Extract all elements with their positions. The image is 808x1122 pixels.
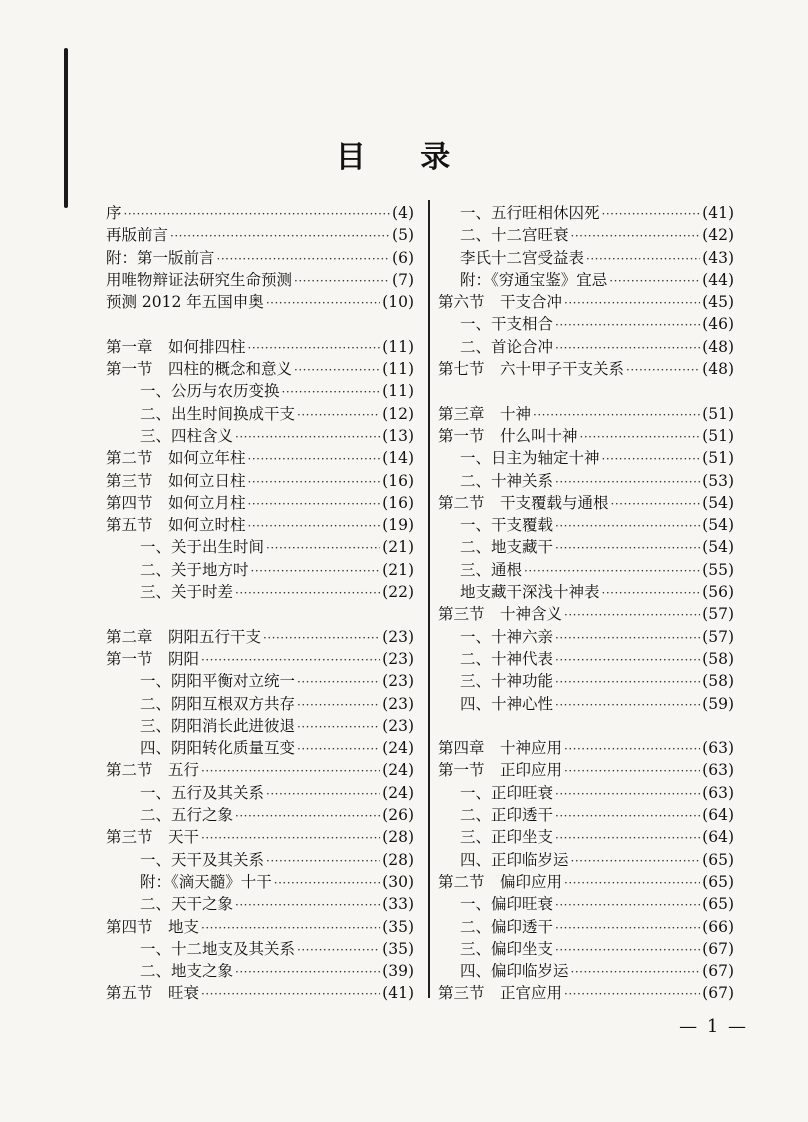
toc-leader-dots [248,337,381,359]
toc-leader-dots [564,292,700,314]
toc-column-left [106,202,414,1005]
toc-entry-page: (26) [382,806,414,825]
toc-entry[interactable] [106,336,414,358]
toc-entry-page: (19) [382,516,414,535]
toc-entry-page: (23) [382,716,414,735]
toc-entry-page: (11) [382,360,414,379]
toc-entry-title: 第三章 十神 [438,404,532,423]
toc-leader-dots [266,292,380,314]
toc-entry-title: 第一章 如何排四柱 [106,337,246,356]
toc-leader-dots [555,805,700,827]
toc-entry-title: 第六节 干支合冲 [438,293,563,312]
toc-entry-title: 第一节 四柱的概念和意义 [106,360,293,379]
toc-entry-page: (45) [702,293,734,312]
toc-leader-dots [297,738,380,760]
toc-entry[interactable] [106,715,414,737]
toc-entry-title: 三、四柱含义 [140,426,234,445]
toc-entry[interactable] [106,291,414,313]
toc-entry-page: (16) [382,471,414,490]
toc-entry-page: (51) [702,449,734,468]
toc-entry-page: (11) [382,382,414,401]
toc-entry-page: (65) [702,895,734,914]
toc-entry-page: (43) [702,248,734,267]
toc-entry-title: 第二章 阴阳五行干支 [106,627,262,646]
toc-entry[interactable] [438,291,734,313]
toc-leader-dots [235,582,380,604]
toc-leader-dots [555,337,700,359]
toc-entry-title: 第三节 正官应用 [438,984,563,1003]
toc-entry-page: (33) [382,895,414,914]
toc-entry-page: (23) [382,649,414,668]
toc-entry-page: (57) [702,605,734,624]
toc-entry-title: 一、日主为轴定十神 [460,449,600,468]
toc-entry-title: 第二节 五行 [106,761,200,780]
toc-entry-title: 第五节 如何立时柱 [106,516,246,535]
toc-entry-title: 四、阴阳转化质量互变 [140,739,296,758]
toc-entry-title: 地支藏干深浅十神表 [460,583,600,602]
toc-entry-title: 三、阴阳消长此进彼退 [140,716,296,735]
toc-entry-title: 二、关于地方吋 [140,560,249,579]
toc-entry-title: 附：《穷通宝鉴》宜忌 [460,270,608,289]
toc-entry-page: (59) [702,694,734,713]
toc-entry-page: (58) [702,649,734,668]
toc-entry-page: (54) [702,516,734,535]
toc-leader-dots [248,448,381,470]
toc-leader-dots [555,671,700,693]
toc-entry[interactable] [106,358,414,380]
toc-entry-page: (58) [702,672,734,691]
toc-entry-title: 附：《滴天髓》十干 [140,872,272,891]
toc-entry-page: (46) [702,315,734,334]
toc-entry-page: (14) [382,449,414,468]
toc-entry-page: (48) [702,337,734,356]
toc-entry-page: (11) [382,337,414,356]
toc-entry-page: (21) [382,560,414,579]
toc-entry-page: (23) [382,694,414,713]
toc-entry-title: 三、偏印坐支 [460,939,554,958]
toc-entry-page: (24) [382,739,414,758]
toc-entry-title: 二、地支藏干 [460,538,554,557]
toc-leader-dots [297,671,380,693]
toc-entry[interactable] [438,358,734,380]
toc-leader-dots [297,694,380,716]
toc-entry-page: (67) [702,984,734,1003]
toc-entry[interactable] [438,826,734,848]
toc-entry-page: (57) [702,627,734,646]
toc-leader-dots [294,359,380,381]
toc-entry-page: (56) [702,583,734,602]
toc-leader-dots [564,738,700,760]
toc-leader-dots [555,939,700,961]
toc-leader-dots [201,827,380,849]
toc-entry-page: (7) [392,270,414,289]
toc-entry-title: 二、出生时间换成干支 [140,404,296,423]
toc-entry-title: 第五节 旺衰 [106,984,200,1003]
toc-leader-dots [248,471,381,493]
toc-entry[interactable] [106,224,414,246]
toc-entry-page: (13) [382,426,414,445]
toc-entry-page: (55) [702,560,734,579]
toc-entry-title: 二、五行之象 [140,806,234,825]
toc-leader-dots [555,627,700,649]
toc-entry-title: 第一节 正印应用 [438,761,563,780]
toc-leader-dots [266,783,380,805]
toc-entry-page: (63) [702,761,734,780]
toc-leader-dots [235,894,380,916]
toc-entry-page: (16) [382,493,414,512]
toc-entry-title: 四、偏印临岁运 [460,962,569,981]
toc-entry-title: 四、正印临岁运 [460,850,569,869]
toc-entry[interactable] [106,247,414,269]
toc-entry-title: 再版前言 [106,226,169,245]
toc-leader-dots [235,426,380,448]
toc-leader-dots [266,850,380,872]
toc-entry-title: 一、干支覆载 [460,516,554,535]
toc-entry-page: (23) [382,627,414,646]
toc-entry-page: (41) [382,984,414,1003]
toc-entry[interactable] [438,938,734,960]
toc-entry[interactable] [438,648,734,670]
toc-entry-page: (21) [382,538,414,557]
toc-entry[interactable] [106,202,414,224]
toc-entry-page: (64) [702,806,734,825]
toc-entry-title: 四、十神心性 [460,694,554,713]
toc-entry-title: 用唯物辩证法研究生命预测 [106,270,293,289]
toc-entry-title: 一、偏印旺衰 [460,895,554,914]
toc-entry-title: 二、正印透干 [460,806,554,825]
toc-entry-title: 一、十二地支及其关系 [140,939,296,958]
toc-leader-dots [555,314,700,336]
toc-entry-page: (51) [702,404,734,423]
toc-leader-dots [555,537,700,559]
toc-leader-dots [235,805,380,827]
toc-leader-dots [586,248,700,270]
toc-entry[interactable] [106,559,414,581]
toc-entry-page: (42) [702,226,734,245]
toc-leader-dots [263,627,380,649]
toc-leader-dots [555,694,700,716]
toc-entry-title: 一、阴阳平衡对立统一 [140,672,296,691]
toc-entry-title: 一、公历与农历变换 [140,382,280,401]
toc-entry-page: (28) [382,850,414,869]
toc-leader-dots [602,582,701,604]
toc-leader-dots [170,225,390,247]
toc-entry[interactable] [438,782,734,804]
toc-entry[interactable] [106,425,414,447]
toc-entry[interactable] [106,804,414,826]
toc-entry-title: 二、地支之象 [140,962,234,981]
toc-entry-page: (35) [382,917,414,936]
toc-entry-title: 第七节 六十甲子干支关系 [438,360,625,379]
toc-entry-page: (6) [392,248,414,267]
toc-leader-dots [564,983,700,1005]
toc-entry-title: 三、正印坐支 [460,828,554,847]
toc-leader-dots [248,493,381,515]
toc-entry-page: (35) [382,939,414,958]
section-gap [438,715,734,737]
toc-entry-title: 三、十神功能 [460,672,554,691]
toc-entry-title: 一、十神六亲 [460,627,554,646]
toc-entry-page: (12) [382,404,414,423]
toc-entry-title: 第二节 偏印应用 [438,872,563,891]
toc-entry-title: 二、十神代表 [460,649,554,668]
section-gap [106,603,414,625]
toc-leader-dots [201,649,380,671]
toc-entry[interactable] [438,336,734,358]
section-gap [106,313,414,335]
toc-entry[interactable] [438,603,734,625]
toc-entry[interactable] [438,737,734,759]
toc-entry[interactable] [106,960,414,982]
toc-leader-dots [266,537,380,559]
toc-leader-dots [626,359,700,381]
toc-entry[interactable] [438,581,734,603]
toc-leader-dots [555,515,700,537]
toc-entry[interactable] [106,626,414,648]
toc-leader-dots [555,894,700,916]
toc-leader-dots [564,872,700,894]
toc-entry-title: 一、正印旺衰 [460,783,554,802]
toc-leader-dots [533,404,700,426]
toc-entry-page: (44) [702,270,734,289]
toc-entry-title: 第三节 如何立日柱 [106,471,246,490]
toc-entry[interactable] [438,492,734,514]
toc-leader-dots [297,716,380,738]
toc-entry-title: 一、干支相合 [460,315,554,334]
toc-entry-page: (65) [702,872,734,891]
toc-entry[interactable] [438,247,734,269]
toc-leader-dots [602,203,701,225]
toc-leader-dots [251,560,381,582]
toc-leader-dots [571,850,701,872]
toc-leader-dots [611,493,701,515]
toc-entry[interactable] [106,871,414,893]
toc-entry[interactable] [438,559,734,581]
toc-leader-dots [524,560,700,582]
toc-entry-page: (66) [702,917,734,936]
toc-entry-title: 第一节 什么叫十神 [438,426,578,445]
toc-entry[interactable] [438,804,734,826]
toc-entry[interactable] [106,826,414,848]
toc-entry[interactable] [106,737,414,759]
section-gap [438,380,734,402]
toc-entry-page: (64) [702,828,734,847]
page-number: — 1 — [679,1016,748,1037]
toc-entry-title: 二、首论合冲 [460,337,554,356]
toc-leader-dots [555,917,700,939]
toc-entry-title: 二、天干之象 [140,895,234,914]
toc-entry-page: (67) [702,939,734,958]
toc-entry[interactable] [438,470,734,492]
toc-entry[interactable] [438,893,734,915]
toc-leader-dots [201,760,380,782]
toc-entry[interactable] [438,514,734,536]
toc-entry[interactable] [106,670,414,692]
toc-entry[interactable] [438,536,734,558]
toc-entry[interactable] [106,269,414,291]
toc-entry-title: 二、十神关系 [460,471,554,490]
toc-entry-title: 第二节 如何立年柱 [106,449,246,468]
toc-entry[interactable] [438,871,734,893]
toc-entry[interactable] [438,759,734,781]
toc-entry[interactable] [438,447,734,469]
toc-entry[interactable] [106,492,414,514]
toc-leader-dots [124,203,391,225]
toc-leader-dots [602,448,701,470]
toc-entry[interactable] [106,938,414,960]
toc-entry[interactable] [106,759,414,781]
toc-entry-title: 第四节 如何立月柱 [106,493,246,512]
toc-entry-page: (48) [702,360,734,379]
toc-entry[interactable] [106,849,414,871]
toc-leader-dots [555,649,700,671]
toc-leader-dots [564,604,700,626]
toc-entry[interactable] [438,403,734,425]
toc-entry-page: (51) [702,426,734,445]
toc-leader-dots [297,939,380,961]
toc-leader-dots [580,426,701,448]
toc-leader-dots [274,872,380,894]
toc-entry[interactable] [106,470,414,492]
toc-entry-page: (39) [382,962,414,981]
toc-entry-page: (65) [702,850,734,869]
toc-entry-page: (10) [382,293,414,312]
toc-leader-dots [555,827,700,849]
page-title: 目 录 [335,140,473,175]
toc-entry[interactable] [106,380,414,402]
toc-entry-page: (5) [392,226,414,245]
toc-leader-dots [297,404,380,426]
toc-entry[interactable] [438,960,734,982]
toc-leader-dots [248,515,381,537]
toc-leader-dots [555,471,700,493]
toc-leader-dots [571,225,701,247]
toc-entry-title: 第一节 阴阳 [106,649,200,668]
toc-leader-dots [201,983,380,1005]
toc-entry[interactable] [106,536,414,558]
toc-entry-title: 第二节 干支覆载与通根 [438,493,609,512]
toc-entry[interactable] [438,693,734,715]
toc-entry[interactable] [106,581,414,603]
toc-entry[interactable] [106,893,414,915]
toc-entry-page: (63) [702,739,734,758]
toc-entry-title: 一、五行旺相休囚死 [460,204,600,222]
toc-entry[interactable] [438,202,734,224]
toc-entry-title: 一、五行及其关系 [140,783,265,802]
toc-entry-page: (23) [382,672,414,691]
toc-entry-page: (24) [382,761,414,780]
toc-leader-dots [609,270,700,292]
toc-entry-page: (28) [382,828,414,847]
toc-entry-page: (63) [702,783,734,802]
toc-entry[interactable] [106,514,414,536]
toc-leader-dots [201,917,380,939]
toc-entry-title: 第三节 天干 [106,828,200,847]
toc-entry[interactable] [106,648,414,670]
toc-entry-title: 二、十二宫旺衰 [460,226,569,245]
toc-entry-page: (54) [702,538,734,557]
toc-entry[interactable] [438,916,734,938]
toc-entry-title: 三、通根 [460,560,523,579]
toc-leader-dots [294,270,390,292]
toc-entry-page: (22) [382,583,414,602]
toc-entry[interactable] [106,982,414,1004]
toc-entry-page: (30) [382,872,414,891]
toc-entry[interactable] [438,849,734,871]
toc-column-right [438,202,734,1005]
toc-entry[interactable] [438,670,734,692]
toc-entry-title: 第四章 十神应用 [438,739,563,758]
toc-entry-title: 一、天干及其关系 [140,850,265,869]
toc-entry[interactable] [438,269,734,291]
toc-entry-page: (4) [392,204,414,222]
toc-entry-title: 序 [106,204,122,222]
toc-entry-title: 第三节 十神含义 [438,605,563,624]
toc-leader-dots [564,760,700,782]
toc-entry-title: 二、阴阳互根双方共存 [140,694,296,713]
toc-entry[interactable] [438,982,734,1004]
toc-leader-dots [555,783,700,805]
toc-entry[interactable] [106,916,414,938]
toc-leader-dots [571,961,701,983]
binding-edge-mark [64,48,68,208]
toc-entry-title: 李氏十二宫受益表 [460,248,585,267]
toc-entry-page: (54) [702,493,734,512]
toc-entry-title: 第四节 地支 [106,917,200,936]
toc-entry-title: 一、关于出生时间 [140,538,265,557]
toc-entry[interactable] [106,403,414,425]
toc-entry-title: 预测 2012 年五国申奥 [106,293,264,312]
toc-entry[interactable] [438,313,734,335]
toc-entry-title: 三、关于时差 [140,583,234,602]
toc-entry[interactable] [438,626,734,648]
toc-leader-dots [217,248,391,270]
toc-leader-dots [235,961,380,983]
toc-entry[interactable] [106,693,414,715]
toc-entry-page: (41) [702,204,734,222]
toc-entry-title: 二、偏印透干 [460,917,554,936]
toc-entry-title: 附：第一版前言 [106,248,215,267]
column-divider [428,200,430,998]
toc-leader-dots [282,381,381,403]
toc-entry[interactable] [106,447,414,469]
toc-entry[interactable] [438,425,734,447]
toc-entry[interactable] [106,782,414,804]
toc-entry-page: (53) [702,471,734,490]
toc-entry[interactable] [438,224,734,246]
toc-entry-page: (24) [382,783,414,802]
toc-entry-page: (67) [702,962,734,981]
